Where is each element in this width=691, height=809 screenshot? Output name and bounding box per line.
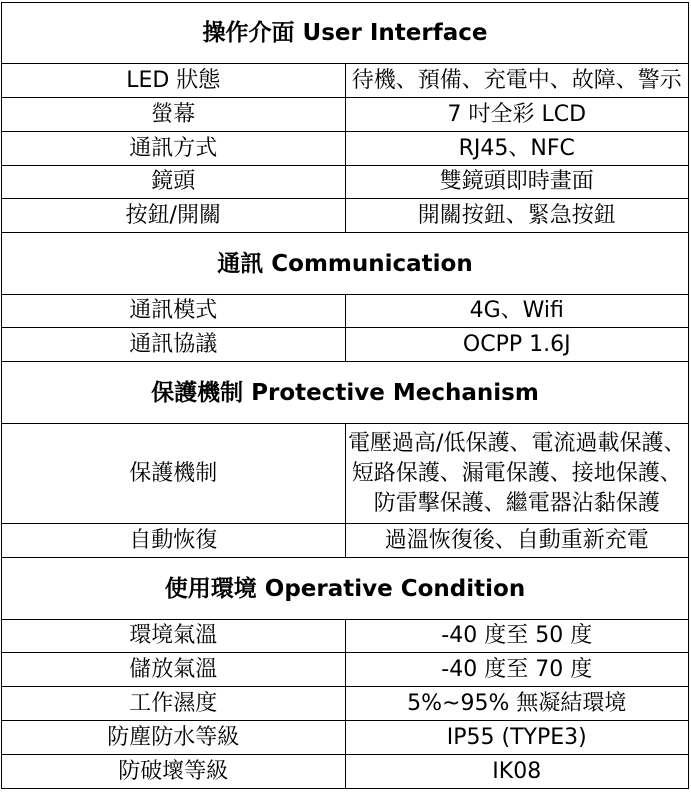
- row-label: LED 狀態: [2, 64, 346, 98]
- row-value-multiline: [345, 424, 689, 524]
- row-value: 開關按鈕、緊急按鈕: [345, 199, 689, 233]
- row-value: 過溫恢復後、自動重新充電: [345, 524, 689, 558]
- row-label: 自動恢復: [2, 524, 346, 558]
- table-row: [2, 328, 689, 362]
- row-value: -40 度至 50 度: [345, 620, 689, 653]
- row-label: 按鈕/開關: [2, 199, 346, 233]
- row-label: 螢幕: [2, 98, 346, 132]
- table-row: [2, 98, 689, 132]
- section-title: 操作介面 User Interface: [2, 3, 689, 64]
- table-row: [2, 199, 689, 233]
- section-title: 保護機制 Protective Mechanism: [2, 362, 689, 424]
- row-label: 保護機制: [2, 424, 346, 524]
- row-value: 4G、Wifi: [345, 295, 689, 328]
- row-value: IK08: [345, 755, 689, 789]
- section-header-operative-condition: [2, 558, 689, 620]
- row-value-line: 電壓過高/低保護、電流過載保護、: [348, 430, 686, 456]
- row-value: OCPP 1.6J: [345, 328, 689, 362]
- section-header-user-interface: [2, 3, 689, 64]
- table-row: [2, 166, 689, 199]
- row-value: 待機、預備、充電中、故障、警示: [345, 64, 689, 98]
- section-title: 通訊 Communication: [2, 233, 689, 295]
- row-label: 通訊模式: [2, 295, 346, 328]
- row-label: 環境氣溫: [2, 620, 346, 653]
- table-row: [2, 295, 689, 328]
- row-label: 通訊協議: [2, 328, 346, 362]
- spec-table: [1, 2, 689, 789]
- row-value-line: 短路保護、漏電保護、接地保護、: [351, 460, 682, 486]
- table-row: [2, 132, 689, 166]
- row-label: 工作濕度: [2, 687, 346, 721]
- row-value: 7 吋全彩 LCD: [345, 98, 689, 132]
- row-label: 鏡頭: [2, 166, 346, 199]
- row-value: 雙鏡頭即時畫面: [345, 166, 689, 199]
- table-row: [2, 524, 689, 558]
- table-row: [2, 620, 689, 653]
- row-value: IP55 (TYPE3): [345, 721, 689, 755]
- row-label: 通訊方式: [2, 132, 346, 166]
- row-value: 5%~95% 無凝結環境: [345, 687, 689, 721]
- table-row: [2, 653, 689, 687]
- table-row: [2, 64, 689, 98]
- table-row: [2, 424, 689, 524]
- row-value: RJ45、NFC: [345, 132, 689, 166]
- table-row: [2, 687, 689, 721]
- row-label: 防破壞等級: [2, 755, 346, 789]
- row-label: 防塵防水等級: [2, 721, 346, 755]
- section-header-protective-mechanism: [2, 362, 689, 424]
- row-value: -40 度至 70 度: [345, 653, 689, 687]
- section-header-communication: [2, 233, 689, 295]
- table-row: [2, 721, 689, 755]
- section-title: 使用環境 Operative Condition: [2, 558, 689, 620]
- row-value-line: 防雷擊保護、繼電器沾黏保護: [373, 490, 660, 516]
- table-row: [2, 755, 689, 789]
- row-label: 儲放氣溫: [2, 653, 346, 687]
